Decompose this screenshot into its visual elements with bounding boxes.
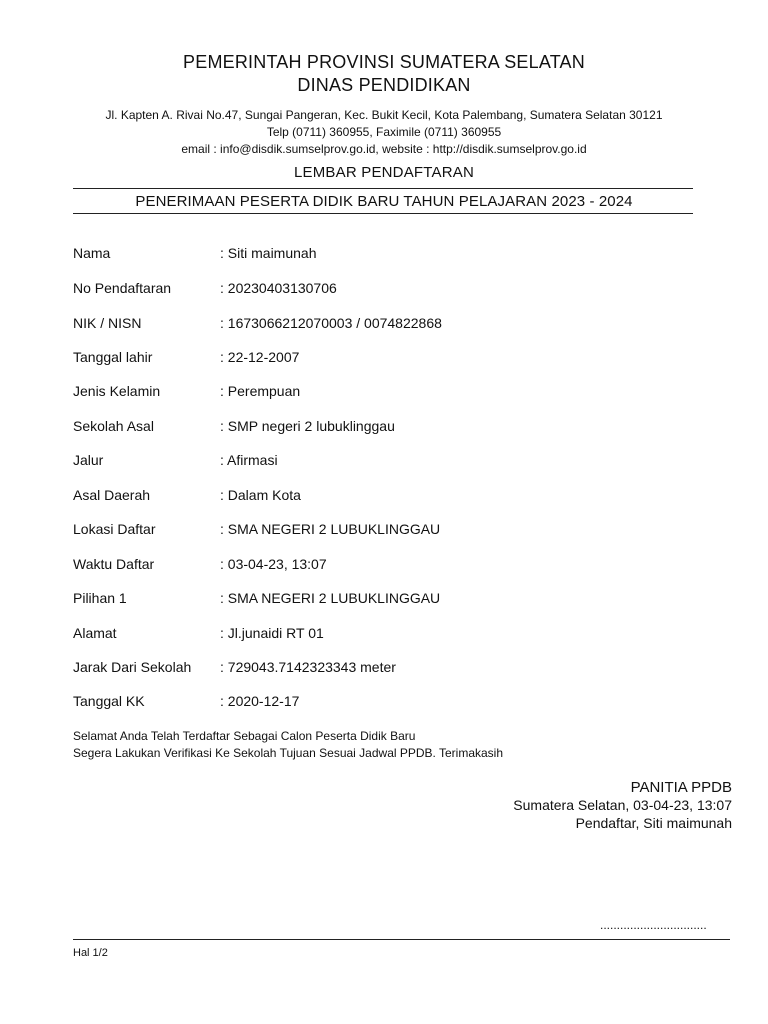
header-contact: email : info@disdik.sumselprov.go.id, website : http://disdik.sumselprov.go.id — [181, 142, 587, 156]
field-value: : 729043.7142323343 meter — [220, 659, 396, 675]
header-address: Jl. Kapten A. Rivai No.47, Sungai Pangeran, Kec. Bukit Kecil, Kota Palembang, Sumatera Selatan 30121 — [105, 108, 663, 122]
congratulation-note: Selamat Anda Telah Terdaftar Sebagai Calon Peserta Didik Baru — [73, 729, 416, 743]
field-label: Sekolah Asal — [73, 418, 154, 434]
field-value: : SMA NEGERI 2 LUBUKLINGGAU — [220, 521, 441, 537]
field-value: : Afirmasi — [220, 452, 278, 468]
field-value: : 2020-12-17 — [220, 693, 300, 709]
field-row-asal-daerah — [73, 487, 713, 507]
form-title: LEMBAR PENDAFTARAN — [293, 164, 475, 181]
footer-rule — [73, 939, 730, 940]
field-label: Pilihan 1 — [73, 590, 127, 606]
page-number: Hal 1/2 — [73, 947, 108, 959]
field-value: : 22-12-2007 — [220, 349, 300, 365]
registrant-name: Pendaftar, Siti maimunah — [575, 815, 732, 831]
field-row-tanggal-kk — [73, 693, 713, 713]
field-row-jalur — [73, 452, 713, 472]
field-label: NIK / NISN — [73, 315, 142, 331]
verification-note: Segera Lakukan Verifikasi Ke Sekolah Tujuan Sesuai Jadwal PPDB. Terimakasih — [73, 746, 504, 760]
header-phone: Telp (0711) 360955, Faximile (0711) 360955 — [266, 125, 502, 139]
field-label: Jarak Dari Sekolah — [73, 659, 192, 675]
field-row-no-pendaftaran — [73, 280, 713, 300]
field-value: : 20230403130706 — [220, 280, 337, 296]
header-department-name: DINAS PENDIDIKAN — [297, 75, 471, 95]
field-label: Jalur — [73, 452, 104, 468]
field-label: Lokasi Daftar — [73, 521, 156, 537]
field-label: No Pendaftaran — [73, 280, 172, 296]
field-row-sekolah-asal — [73, 418, 713, 438]
field-row-pilihan-1 — [73, 590, 713, 610]
field-row-jenis-kelamin — [73, 383, 713, 403]
field-row-waktu-daftar — [73, 556, 713, 576]
field-value: : Siti maimunah — [220, 245, 317, 261]
header-agency-name: PEMERINTAH PROVINSI SUMATERA SELATAN — [183, 52, 585, 72]
field-label: Asal Daerah — [73, 487, 151, 503]
title-bottom-rule — [73, 213, 693, 214]
place-date: Sumatera Selatan, 03-04-23, 13:07 — [513, 797, 732, 813]
field-row-alamat — [73, 625, 713, 645]
field-value: : SMP negeri 2 lubuklinggau — [220, 418, 395, 434]
field-label: Nama — [73, 245, 111, 261]
field-value: : Jl.junaidi RT 01 — [220, 625, 324, 641]
field-value: : 1673066212070003 / 0074822868 — [220, 315, 442, 331]
field-value: : 03-04-23, 13:07 — [220, 556, 327, 572]
field-row-nik-nisn — [73, 315, 713, 335]
field-label: Jenis Kelamin — [73, 383, 161, 399]
field-row-jarak-dari-sekolah — [73, 659, 713, 679]
field-row-nama — [73, 245, 713, 265]
field-row-tanggal-lahir — [73, 349, 713, 369]
field-value: : Dalam Kota — [220, 487, 301, 503]
field-value: : Perempuan — [220, 383, 301, 399]
title-top-rule — [73, 188, 693, 189]
signature-line: ................................ — [600, 918, 707, 932]
field-label: Tanggal lahir — [73, 349, 153, 365]
field-label: Tanggal KK — [73, 693, 145, 709]
field-value: : SMA NEGERI 2 LUBUKLINGGAU — [220, 590, 441, 606]
field-label: Waktu Daftar — [73, 556, 155, 572]
form-subtitle: PENERIMAAN PESERTA DIDIK BARU TAHUN PELAJARAN 2023 - 2024 — [135, 193, 633, 210]
committee-name: PANITIA PPDB — [630, 779, 732, 796]
field-row-lokasi-daftar — [73, 521, 713, 541]
field-label: Alamat — [73, 625, 117, 641]
